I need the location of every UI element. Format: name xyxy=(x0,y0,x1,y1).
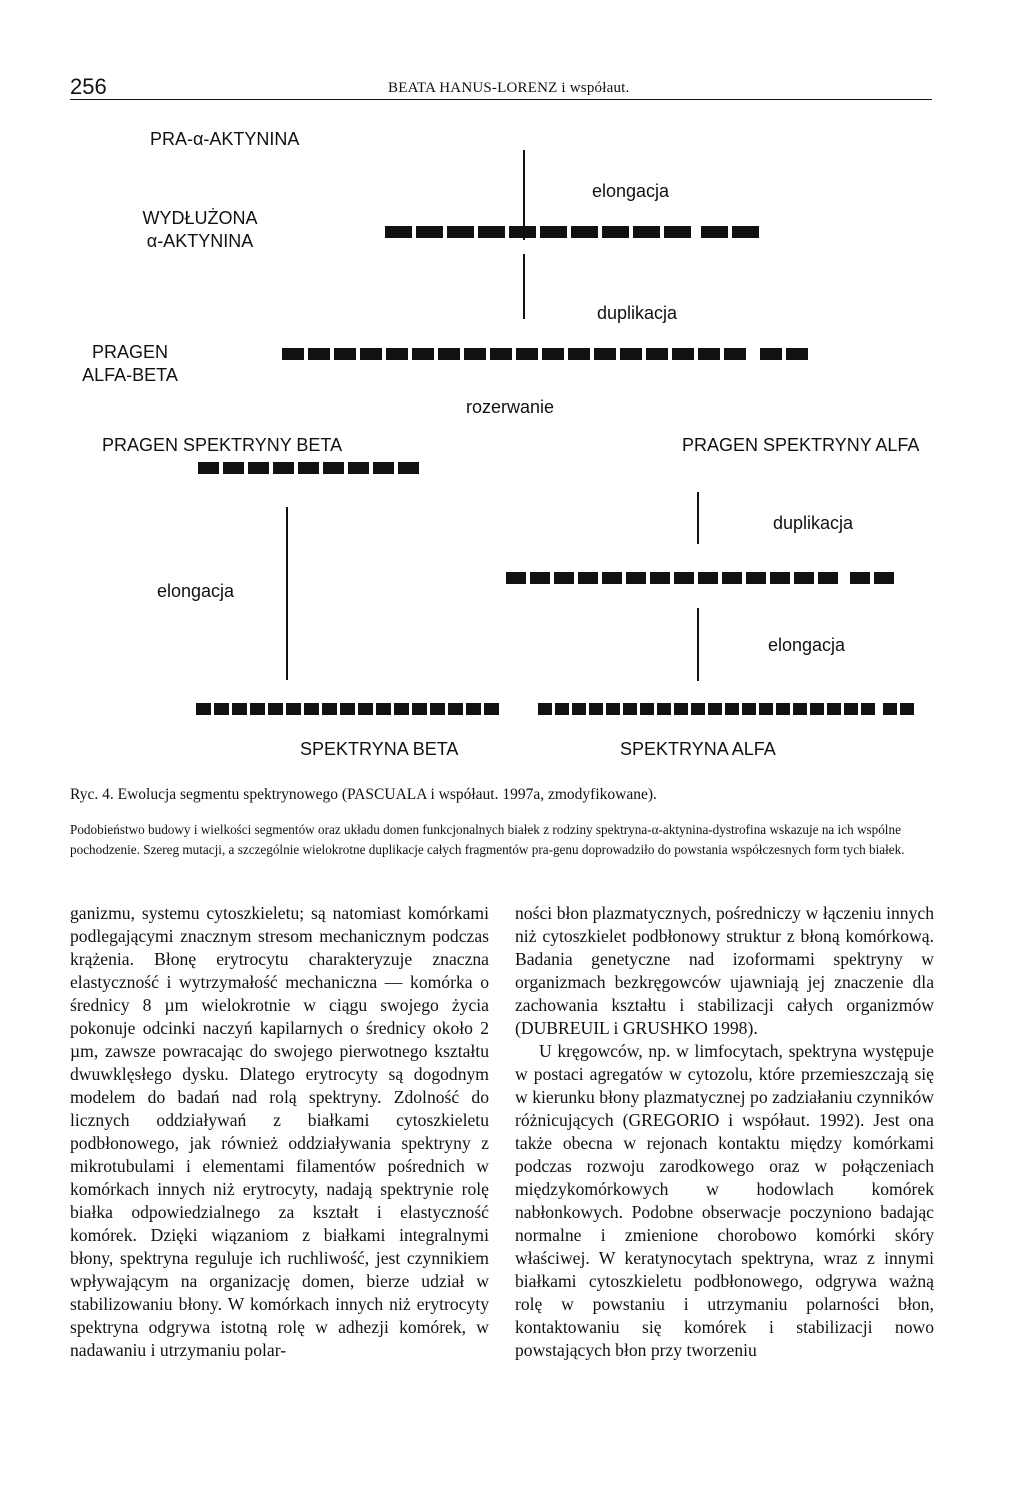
label-pragen-alfa-beta xyxy=(60,341,200,387)
segment-block xyxy=(198,462,219,474)
segment-block xyxy=(742,703,756,715)
segment-block xyxy=(722,572,742,584)
segment-block xyxy=(664,226,691,238)
segment-block xyxy=(810,703,824,715)
segment-block xyxy=(732,226,759,238)
segment-block xyxy=(416,226,443,238)
segment-block xyxy=(430,703,445,715)
segment-block xyxy=(646,348,668,360)
label-spektryna-alfa: SPEKTRYNA ALFA xyxy=(620,739,776,759)
label-pragen-alfa: PRAGEN SPEKTRYNY ALFA xyxy=(682,435,920,455)
segment-block xyxy=(398,462,419,474)
segment-block xyxy=(348,462,369,474)
segment-block xyxy=(844,703,858,715)
connector-elongacja-left xyxy=(286,507,288,680)
label-elongacja-left: elongacja xyxy=(157,581,235,601)
segment-block xyxy=(373,462,394,474)
segment-block xyxy=(334,348,356,360)
segment-block xyxy=(214,703,229,715)
segment-block xyxy=(448,703,463,715)
connector-elongacja-right xyxy=(697,608,699,681)
figure-caption-title: Ryc. 4. Ewolucja segmentu spektrynowego (PASCUALA i współaut. 1997a, zmodyfikowane). xyxy=(70,786,657,803)
segment-block xyxy=(304,703,319,715)
segment-block xyxy=(633,226,660,238)
segment-block xyxy=(282,348,304,360)
connector-duplikacja-top xyxy=(523,254,525,319)
figure-caption-body: Podobieństwo budowy i wielkości segmentów oraz układu domen funkcjonalnych białek z rodziny spektryna-α-aktynina-dystrofina wskazuje na ich wspólne pochodzenie. Szereg mutacji, a szczególnie wielokrotne duplikacje całych fragmentów pra-genu doprowadziło do powstania współczesnych form tych białek. xyxy=(70,822,905,857)
segment-block xyxy=(793,703,807,715)
segment-block xyxy=(509,226,536,238)
segment-block xyxy=(626,572,646,584)
label-pragen-beta: PRAGEN SPEKTRYNY BETA xyxy=(102,435,343,455)
segment-block xyxy=(672,348,694,360)
segment-block xyxy=(466,703,481,715)
label-duplikacja-right: duplikacja xyxy=(773,513,854,533)
page-number: 256 xyxy=(70,74,107,99)
segment-block xyxy=(818,572,838,584)
segment-block xyxy=(538,703,552,715)
segment-block xyxy=(248,462,269,474)
segment-block xyxy=(701,226,728,238)
segment-block xyxy=(323,462,344,474)
segment-block xyxy=(874,572,894,584)
segment-block xyxy=(506,572,526,584)
label-elongacja-top: elongacja xyxy=(592,181,670,201)
segments-pragen-beta xyxy=(198,462,423,474)
label-wydluzona-line1: WYDŁUŻONA xyxy=(142,208,258,228)
segment-block xyxy=(657,703,671,715)
segment-block xyxy=(850,572,870,584)
segment-block xyxy=(691,703,705,715)
label-rozerwanie: rozerwanie xyxy=(466,397,555,417)
segment-block xyxy=(640,703,654,715)
segment-block xyxy=(196,703,211,715)
connector-duplikacja-right xyxy=(697,492,699,544)
segment-block xyxy=(530,572,550,584)
running-title: BEATA HANUS-LORENZ i współaut. xyxy=(388,80,630,96)
segment-block xyxy=(464,348,486,360)
segment-block xyxy=(516,348,538,360)
segment-block xyxy=(232,703,247,715)
segment-block xyxy=(827,703,841,715)
segment-block xyxy=(698,348,720,360)
segment-block xyxy=(358,703,373,715)
segment-block xyxy=(376,703,391,715)
segment-block xyxy=(385,226,412,238)
segment-block xyxy=(268,703,283,715)
segment-block xyxy=(542,348,564,360)
segment-block xyxy=(568,348,590,360)
segment-block xyxy=(394,703,409,715)
segment-block xyxy=(724,348,746,360)
segment-block xyxy=(725,703,739,715)
segment-block xyxy=(698,572,718,584)
segment-block xyxy=(386,348,408,360)
segment-block xyxy=(360,348,382,360)
segment-block xyxy=(650,572,670,584)
segments-spektryna-beta xyxy=(196,703,502,715)
segment-block xyxy=(776,703,790,715)
segment-block xyxy=(412,348,434,360)
segment-block xyxy=(883,703,897,715)
segment-block xyxy=(708,703,722,715)
body-column-right xyxy=(515,902,934,1362)
segment-block xyxy=(273,462,294,474)
segment-block xyxy=(623,703,637,715)
segment-block xyxy=(555,703,569,715)
segment-block xyxy=(412,703,427,715)
label-pragen-line2: ALFA-BETA xyxy=(82,365,178,385)
segment-block xyxy=(540,226,567,238)
segment-block xyxy=(438,348,460,360)
segment-block xyxy=(760,348,782,360)
segment-block xyxy=(770,572,790,584)
label-wydluzona-aktynina xyxy=(120,207,280,253)
segment-block xyxy=(746,572,766,584)
segment-block xyxy=(250,703,265,715)
segment-block xyxy=(900,703,914,715)
segments-duplikacja-right xyxy=(506,572,898,584)
paragraph: ganizmu, systemu cytoszkieletu; są natomiast komórkami podlegającymi znacznym stresom mechanicznym podczas krążenia. Błonę erytrocytu charakteryzuje znaczna elastyczność i wytrzymałość mechaniczna — komórka o średnicy 8 µm wielokrotnie w ciągu swojego życia pokonuje odcinki naczyń kapilarnych o średnicy około 2 µm, zawsze powracając do swojego pierwotnego kształtu dwuwklęsłego dysku. Dlatego erytrocyty są dogodnym modelem do badań nad rolą spektryny. Zdolność do licznych oddziaływań z białkami cytoszkieletu podbłonowego, jak również oddziaływania spektryny z mikrotubulami i elementami filamentów pośrednich w komórkach innych niż erytrocyty, nadają spektrynie rolę białka odpowiedzialnego za kształt i elastyczność komórek. Dzięki wiązaniom z białkami integralnymi błony, spektryna reguluje ich ruchliwość, jest czynnikiem wpływającym na organizację domen, bierze udział w stabilizowaniu błony. W komórkach innych niż erytrocyty spektryna odgrywa istotną rolę w adhezji komórek, w nadawaniu i utrzymaniu polar- xyxy=(70,903,489,1360)
segment-block xyxy=(674,572,694,584)
segment-block xyxy=(490,348,512,360)
segment-block xyxy=(620,348,642,360)
segment-block xyxy=(571,226,598,238)
label-duplikacja-top: duplikacja xyxy=(597,303,678,323)
paragraph: ności błon plazmatycznych, pośredniczy w łączeniu innych niż cytoszkielet podbłonowy struktur z błoną komórkową. Badania genetyczne nad izoformami spektryny w organizmach bezkręgowców ujawniają jej znaczenie dla zachowania kształtu i stabilizacji całych organizmów (DUBREUIL i GRUSHKO 1998). xyxy=(515,903,934,1038)
label-elongacja-right: elongacja xyxy=(768,635,846,655)
segments-spektryna-alfa xyxy=(538,703,917,715)
segment-block xyxy=(594,348,616,360)
label-wydluzona-line2: α-AKTYNINA xyxy=(146,231,254,251)
segment-block xyxy=(602,226,629,238)
segment-block xyxy=(298,462,319,474)
segment-block xyxy=(572,703,586,715)
label-spektryna-beta: SPEKTRYNA BETA xyxy=(300,739,459,759)
segment-block xyxy=(447,226,474,238)
segment-block xyxy=(589,703,603,715)
segment-block xyxy=(861,703,875,715)
segment-block xyxy=(602,572,622,584)
segment-block xyxy=(606,703,620,715)
segment-block xyxy=(308,348,330,360)
label-pra-aktynina: PRA-α-AKTYNINA xyxy=(150,129,300,149)
segment-block xyxy=(286,703,301,715)
segment-block xyxy=(578,572,598,584)
segment-block xyxy=(484,703,499,715)
label-pragen-line1: PRAGEN xyxy=(91,342,169,362)
segment-block xyxy=(340,703,355,715)
segment-block xyxy=(794,572,814,584)
body-column-left xyxy=(70,902,489,1362)
segments-pragen-alfa-beta xyxy=(282,348,812,360)
segments-wydluzona xyxy=(385,226,763,238)
header-rule xyxy=(70,99,932,100)
segment-block xyxy=(674,703,688,715)
segment-block xyxy=(223,462,244,474)
segment-block xyxy=(322,703,337,715)
segment-block xyxy=(786,348,808,360)
segment-block xyxy=(759,703,773,715)
segment-block xyxy=(554,572,574,584)
paragraph: U kręgowców, np. w limfocytach, spektryna występuje w postaci agregatów w cytozolu, które przemieszczają się w kierunku błony plazmatycznej po zadziałaniu czynników różnicujących (GREGORIO i współaut. 1992). Jest ona także obecna w rejonach kontaktu między komórkami podczas rozwoju zarodkowego oraz w połączeniach międzykomórkowych w hodowlach komórek nabłonkowych. Podobne obserwacje poczyniono badając normalne i zmienione chorobowo komórki skóry właściwej. W keratynocytach spektryna, wraz z innymi białkami cytoszkieletu podbłonowego, odgrywa ważną rolę w powstaniu i utrzymaniu polarności błon, kontaktowaniu się komórek i stabilizacji nowo powstających błon przy tworzeniu xyxy=(515,1041,934,1360)
segment-block xyxy=(478,226,505,238)
